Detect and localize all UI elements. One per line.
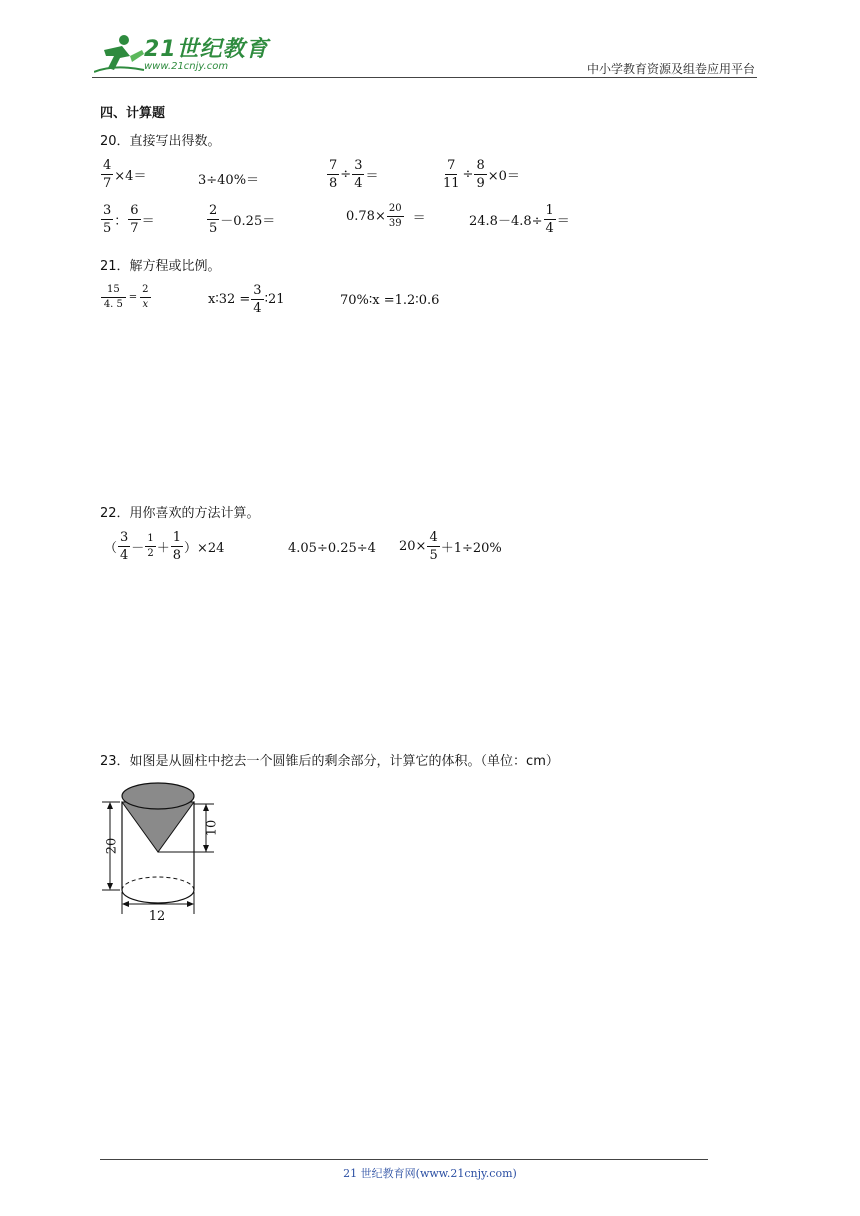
- header: [92, 30, 757, 80]
- q21-c: 70%∶x =1.2∶0.6: [340, 293, 440, 308]
- section-title: 四、计算题: [100, 106, 166, 121]
- q20-r1-c: $\frac{7}{8}$ ÷ $\frac{3}{4}$ ＝: [329, 158, 379, 191]
- footer-rule: [100, 1159, 708, 1160]
- q20-r1-d: $\frac{7}{11}$ ÷ $\frac{8}{9}$ ×0＝: [443, 158, 520, 191]
- q20-prompt: 20．直接写出得数。: [100, 134, 221, 149]
- q22-b: 4.05÷0.25÷4: [288, 541, 376, 556]
- diameter-label: 12: [148, 909, 166, 922]
- q21-a: $\frac{15}{4. 5}$ = $\frac{2}{x}$: [100, 285, 152, 310]
- q20-r2-c: 0.78× $\frac{20}{39}$ ＝: [346, 203, 426, 229]
- q21-b: x∶32 = $\frac{3}{4}$ ∶21: [208, 283, 285, 316]
- logo-text: 21世纪教育: [144, 37, 269, 62]
- q20-r1-a: $\frac{4}{7}$ ×4＝: [103, 158, 147, 191]
- height-label: 20: [104, 837, 120, 855]
- q20-r2-a: $\frac{3}{5}$ ： $\frac{6}{7}$ ＝: [103, 203, 155, 236]
- logo-url: www.21cnjy.com: [144, 61, 229, 72]
- cylinder-cone-figure: [100, 774, 220, 922]
- q22-prompt: 22．用你喜欢的方法计算。: [100, 506, 260, 521]
- q20-r2-b: $\frac{2}{5}$ －0.25＝: [209, 203, 276, 236]
- logo-runner-icon: [94, 34, 146, 74]
- q20-r2-d: 24.8－4.8÷ $\frac{1}{4}$ ＝: [469, 203, 570, 236]
- header-rule: [92, 77, 757, 78]
- footer-text: 21 世纪教育网(www.21cnjy.com): [343, 1167, 517, 1180]
- q23-prompt: 23．如图是从圆柱中挖去一个圆锥后的剩余部分，计算它的体积。（单位：cm）: [100, 754, 559, 769]
- cone-label: 10: [204, 819, 220, 837]
- q20-r1-b: 3÷40%＝: [198, 173, 260, 188]
- q22-c: 20× $\frac{4}{5}$ ＋1÷20%: [399, 530, 502, 563]
- q22-a: （ $\frac{3}{4}$ － $\frac{1}{2}$ ＋ $\frac{1}{8}$ ）×24: [104, 530, 225, 563]
- platform-title: 中小学教育资源及组卷应用平台: [586, 62, 755, 76]
- q21-prompt: 21．解方程或比例。: [100, 259, 221, 274]
